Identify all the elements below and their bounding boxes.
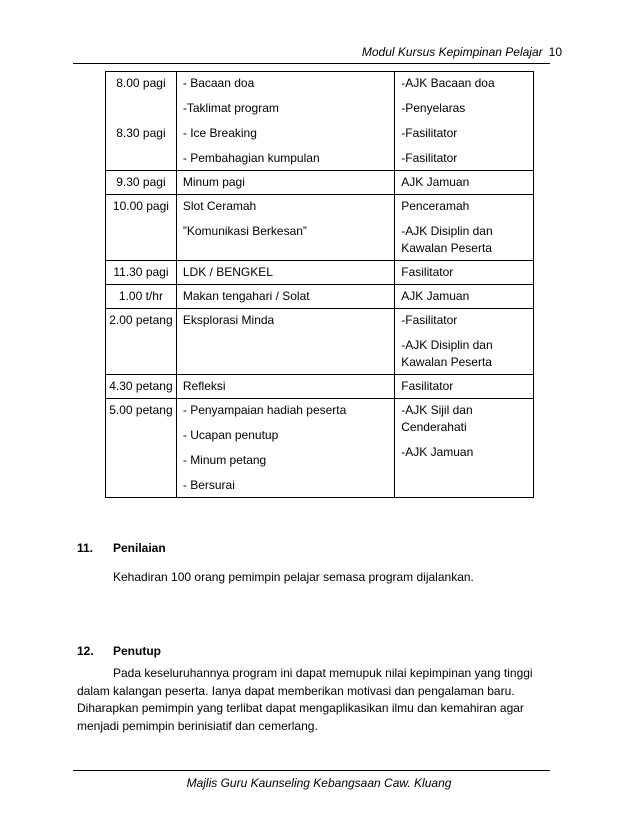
table-row xyxy=(106,399,534,498)
responsible-cell xyxy=(395,309,534,375)
responsible-cell xyxy=(395,375,534,399)
cell-line: - Pembahagian kumpulan xyxy=(182,151,320,165)
cell-line: -Fasilitator xyxy=(401,151,458,165)
section-12-number: 12. xyxy=(77,644,94,658)
cell-line: -AJK Disiplin dan Kawalan Peserta xyxy=(401,338,493,369)
responsible-cell xyxy=(395,285,534,309)
cell-line: Fasilitator xyxy=(401,379,454,393)
cell-line: - Bersurai xyxy=(182,478,235,492)
section-11-number: 11. xyxy=(77,541,94,555)
time-cell xyxy=(106,195,177,261)
cell-line: AJK Jamuan xyxy=(401,289,470,303)
page-header xyxy=(362,45,562,59)
cell-line: Fasilitator xyxy=(401,265,454,279)
cell-line: Penceramah xyxy=(401,199,470,213)
activity-cell xyxy=(176,261,394,285)
cell-line: Refleksi xyxy=(182,379,226,393)
cell-line: - Penyampaian hadiah peserta xyxy=(182,403,347,417)
schedule-table xyxy=(105,71,534,498)
section-11-title: Penilaian xyxy=(113,541,166,555)
section-12-title: Penutup xyxy=(113,644,161,658)
activity-cell xyxy=(176,72,394,171)
cell-line xyxy=(108,150,174,167)
activity-cell xyxy=(176,375,394,399)
cell-line: -AJK Bacaan doa xyxy=(401,76,495,90)
cell-line: 8.30 pagi xyxy=(116,126,166,140)
cell-line: - Bacaan doa xyxy=(182,76,255,90)
responsible-cell xyxy=(395,72,534,171)
time-cell xyxy=(106,171,177,195)
header-divider xyxy=(73,63,550,64)
time-cell xyxy=(106,399,177,498)
table-row xyxy=(106,72,534,171)
time-cell xyxy=(106,375,177,399)
cell-line: -AJK Disiplin dan Kawalan Peserta xyxy=(401,224,493,255)
cell-line: - Ice Breaking xyxy=(182,126,257,140)
header-title: Modul Kursus Kepimpinan Pelajar xyxy=(361,45,543,59)
cell-line: 8.00 pagi xyxy=(116,76,166,90)
activity-cell xyxy=(176,399,394,498)
cell-line: -Taklimat program xyxy=(182,101,279,115)
time-cell xyxy=(106,309,177,375)
table-row xyxy=(106,261,534,285)
cell-line: - Minum petang xyxy=(182,453,267,467)
responsible-cell xyxy=(395,195,534,261)
cell-line: Slot Ceramah xyxy=(182,199,257,213)
cell-line: -Penyelaras xyxy=(401,101,466,115)
cell-line: Makan tengahari / Solat xyxy=(182,289,310,303)
cell-line: 10.00 pagi xyxy=(112,199,169,213)
cell-line: 4.30 petang xyxy=(109,379,173,393)
table-row xyxy=(106,195,534,261)
cell-line: 9.30 pagi xyxy=(116,175,166,189)
cell-line: 2.00 petang xyxy=(109,313,173,327)
cell-line: - Ucapan penutup xyxy=(182,428,279,442)
table-row xyxy=(106,309,534,375)
responsible-cell xyxy=(395,399,534,498)
cell-line xyxy=(108,100,174,117)
cell-line: 11.30 pagi xyxy=(113,265,169,279)
cell-line: ”Komunikasi Berkesan” xyxy=(182,224,307,238)
section-12-paragraph: Pada keseluruhannya program ini dapat memupuk nilai kepimpinan yang tinggi dalam kalangan peserta. Ianya dapat memberikan motivasi dan pengalaman baru. Diharapkan pemimpin yang terlibat dapat mengaplikasikan ilmu dan kemahiran agar menjadi pemimpin berinisiatif dan cemerlang. xyxy=(77,666,533,733)
time-cell xyxy=(106,261,177,285)
page-footer: Majlis Guru Kaunseling Kebangsaan Caw. Kluang xyxy=(186,776,452,790)
cell-line: -AJK Sijil dan Cenderahati xyxy=(401,403,473,434)
cell-line: -AJK Jamuan xyxy=(401,445,474,459)
activity-cell xyxy=(176,171,394,195)
time-cell xyxy=(106,285,177,309)
section-11-text: Kehadiran 100 orang pemimpin pelajar semasa program dijalankan. xyxy=(113,570,474,584)
schedule-body xyxy=(106,72,534,498)
cell-line: LDK / BENGKEL xyxy=(182,265,273,279)
responsible-cell xyxy=(395,261,534,285)
cell-line: Eksplorasi Minda xyxy=(182,313,275,327)
cell-line: -Fasilitator xyxy=(401,126,458,140)
table-row xyxy=(106,285,534,309)
cell-line: AJK Jamuan xyxy=(401,175,470,189)
cell-line: 5.00 petang xyxy=(109,403,173,417)
activity-cell xyxy=(176,285,394,309)
table-row xyxy=(106,171,534,195)
page-number: 10 xyxy=(548,45,562,59)
table-row xyxy=(106,375,534,399)
cell-line: 1.00 t/hr xyxy=(118,289,163,303)
cell-line: -Fasilitator xyxy=(401,313,458,327)
cell-line: Minum pagi xyxy=(182,175,245,189)
time-cell xyxy=(106,72,177,171)
footer-divider xyxy=(73,770,550,771)
activity-cell xyxy=(176,195,394,261)
responsible-cell xyxy=(395,171,534,195)
activity-cell xyxy=(176,309,394,375)
